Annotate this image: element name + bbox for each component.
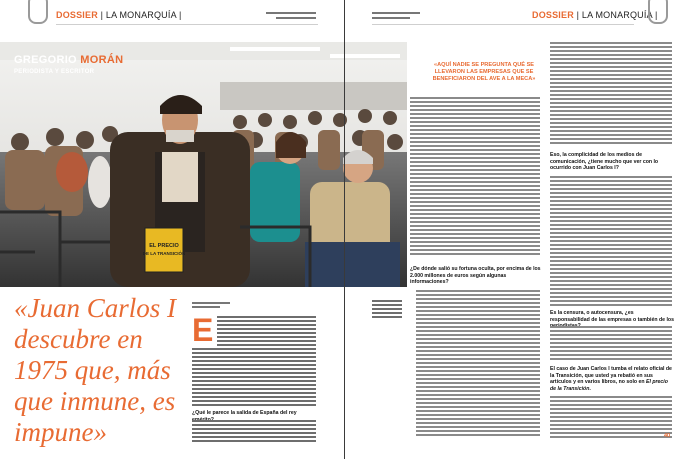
intro-bar [192,306,220,308]
event-photo [0,42,407,287]
question-1: ¿Qué le parece la salida de España del rey [192,410,297,416]
question-5 [550,366,674,392]
header-tag-bar [372,17,410,19]
headline: «Juan Carlos I descubre en 1975 que, más que inmune, es impune» [14,293,176,447]
body-text-block [550,326,672,362]
question-5-end: . [589,385,591,392]
header-rule [56,24,318,25]
drop-cap: E [192,312,214,348]
body-text-block [192,420,316,442]
right-page-header [532,10,658,20]
body-text-block [410,97,540,257]
question-4: Es la censura, o autocensura, ¿es responsabilidad de las empresas o también de los [550,310,674,323]
body-text-block [192,348,316,406]
paperclip-icon [28,0,48,24]
dossier-kicker: DOSSIER [56,10,98,20]
sidebar-text-block [372,300,402,320]
body-text-block [550,42,672,146]
left-page-header [56,10,182,20]
page-number: 40 [664,433,671,439]
question-2: ¿De dónde salió su fortuna oculta, por encima de los 2.000 millones de euros según algunas informaciones? [410,266,541,285]
section-label: | LA MONARQUÍA | [576,10,658,20]
question-5-book-title: El precio de la Transición [550,379,668,392]
section-label: | LA MONARQUÍA | [100,10,182,20]
body-text-block [416,290,540,438]
paperclip-icon [648,0,668,24]
body-text-block [550,176,672,306]
question-3: Eso, la complicidad de los medios de comunicación, ¿tiene mucho que ver con lo ocurrido con Juan Carlos I? [550,152,659,171]
photo-caption-role: PERIODISTA Y ESCRITOR [14,69,95,75]
book-cover-title-1: EL PRECIO [149,243,179,249]
book-cover-title-2: DE LA TRANSICIÓN [142,251,186,256]
question-5-text: El caso de Juan Carlos I tumba el relato oficial de la Transición, que usted ya rebatió en sus artículos y en varios libros, no solo en [550,366,672,385]
dossier-kicker: DOSSIER [532,10,574,20]
page-gutter [344,0,345,459]
header-rule [372,24,634,25]
intro-bar [192,302,230,304]
header-tag-bar [372,12,420,14]
header-tag-bar [276,17,316,19]
body-text-block [217,316,316,346]
header-tag-bar [266,12,316,14]
photo-caption-name [14,54,123,66]
caption-surname: MORÁN [80,54,124,66]
pull-quote: «AQUÍ NADIE SE PREGUNTA QUÉ SE LLEVARON LAS EMPRESAS QUE SE BENEFICIARON DEL AVE A LA MECA» [432,62,536,82]
body-text-block [550,396,672,438]
photo-illustration [0,42,407,287]
caption-given-name: GREGORIO [14,54,77,66]
